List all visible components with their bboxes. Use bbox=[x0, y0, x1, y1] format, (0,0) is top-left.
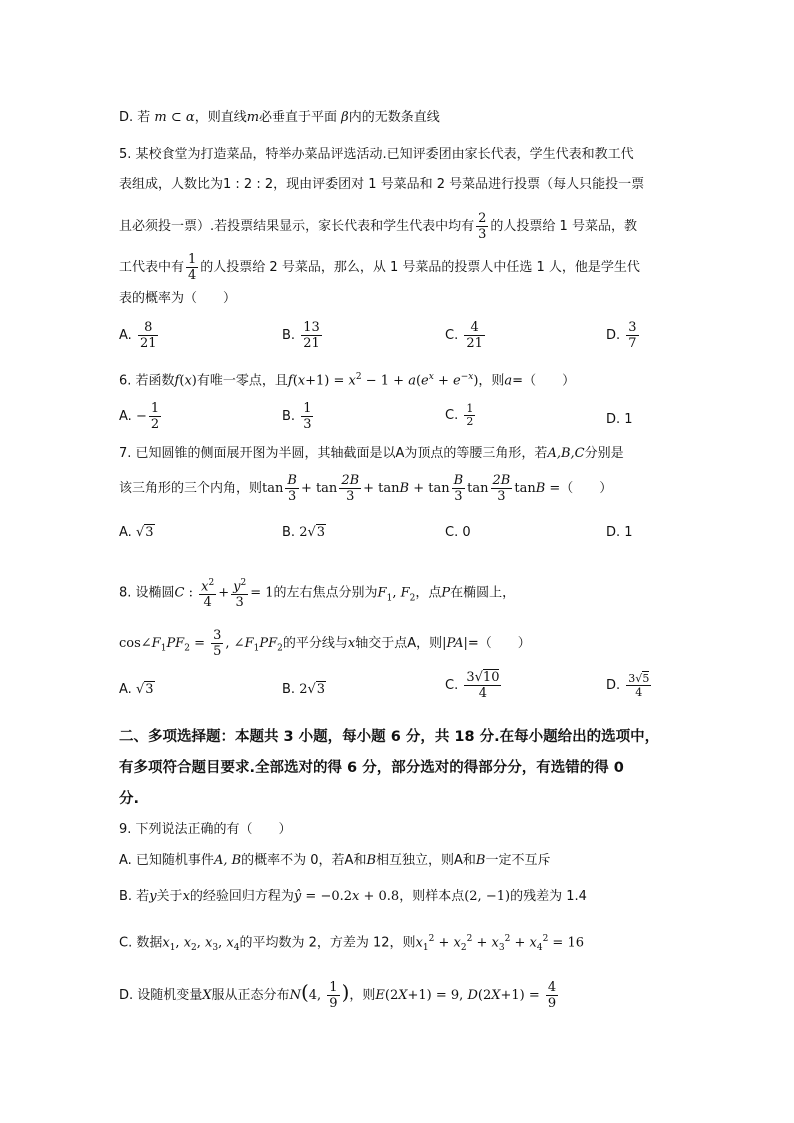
q7-option-c: C. 0 bbox=[445, 525, 471, 540]
q8-option-d: D. $\frac{3√5}{4}$ bbox=[606, 672, 650, 699]
q8-option-b: B. 2√3 bbox=[282, 682, 326, 697]
q4d-tail: 必垂直于平面 bbox=[259, 110, 338, 125]
q5-line4 bbox=[119, 252, 640, 283]
fraction-1-3: $\frac{1}{3}$ bbox=[303, 401, 312, 432]
q6-stem: 6. 若函数f(x)有唯一零点，且$f(x+1) = x^2 - 1 + a(e^x + e^{-x})$，则a=（ ） bbox=[119, 372, 576, 389]
q8-line2c: =（ ） bbox=[467, 636, 531, 651]
math-m: m bbox=[246, 110, 260, 125]
q9-option-d: D. 设随机变量X服从正态分布N(4, $\frac{1}{9}$ )，则E(2X+1) = 9, D(2X+1) = $\frac{4}{9}$ bbox=[119, 980, 557, 1011]
math-beta: β bbox=[337, 110, 349, 125]
q7-line2a: 该三角形的三个内角，则 bbox=[119, 481, 263, 496]
math-fx: f bbox=[174, 373, 180, 389]
q5-line5: 表的概率为（ ） bbox=[119, 291, 237, 306]
q7-line1 bbox=[119, 444, 624, 464]
q5-line3 bbox=[119, 211, 637, 242]
option-label: C. bbox=[445, 408, 459, 423]
q7-option-a: A. √3 bbox=[119, 525, 154, 540]
option-label: A. bbox=[119, 328, 132, 343]
section2-line3: 分. bbox=[119, 791, 140, 807]
option-label: A. bbox=[119, 409, 132, 424]
fraction-1-4: $\frac{1}{4}$ bbox=[188, 252, 197, 283]
fraction-1-2: $\frac{1}{2}$ bbox=[150, 401, 160, 432]
q9a-1: A. 已知随机事件 bbox=[119, 853, 214, 868]
option-fraction bbox=[626, 320, 638, 351]
section2-line1: 二、多项选择题：本题共 3 小题，每小题 6 分，共 18 分.在每小题给出的选项中， bbox=[119, 729, 660, 745]
q5-line3a: 且必须投一票）.若投票结果显示，家长代表和学生代表中均有 bbox=[119, 219, 475, 234]
q7-line1b: 分别是 bbox=[584, 446, 624, 461]
q5-option-b bbox=[282, 320, 324, 351]
q8-line1: 8. 设椭圆C : $\frac{x^2}{4}$ + $\frac{y^2}{3}$ = 1的左右焦点分别为$F_1$, $F_2$，点P在椭圆上， bbox=[119, 578, 516, 611]
q9a-3: 相互独立，则A和 bbox=[376, 853, 476, 868]
q6-stem-c: ，则 bbox=[478, 373, 505, 389]
q8-line1c: ，点 bbox=[415, 585, 442, 601]
option-label: C. bbox=[445, 678, 459, 693]
q8-option-a: A. √3 bbox=[119, 682, 154, 697]
option-label: A. bbox=[119, 525, 132, 540]
q9b-2: 关于 bbox=[156, 889, 183, 904]
q7-line2: 该三角形的三个内角，则tan $\frac{B}{3}$ + tan $\frac{2B}{3}$ + tanB + tan $\frac{B}{3}$ tan $\frac{2B}{3}$ tanB =（ ） bbox=[119, 473, 613, 504]
q9d-1: D. 设随机变量 bbox=[119, 988, 203, 1003]
q6-option-d: D. 1 bbox=[606, 412, 633, 427]
q6-option-b bbox=[282, 401, 315, 432]
q9-option-a: A. 已知随机事件A, B的概率不为 0，若A和B相互独立，则A和B一定不互斥 bbox=[119, 853, 551, 868]
q9d-2: 服从正态分布 bbox=[211, 988, 290, 1003]
option-label: B. bbox=[282, 328, 296, 343]
option-fraction bbox=[464, 320, 485, 351]
q5-line1: 5. 某校食堂为打造菜品，特举办菜品评选活动.已知评委团由家长代表，学生代表和教工代 bbox=[119, 147, 634, 162]
option-label: C. bbox=[445, 328, 459, 343]
q4d-label: D. 若 bbox=[119, 110, 151, 125]
q9-option-b: B. 若y关于x的经验回归方程为ŷ = −0.2x + 0.8，则样本点(2, −1)的残差为 1.4 bbox=[119, 889, 587, 904]
option-label: D. bbox=[606, 328, 621, 343]
q9a-2: 的概率不为 0，若A和 bbox=[241, 853, 367, 868]
frac-den: 7 bbox=[628, 336, 637, 351]
fraction-1-2-small: $\frac{1}{2}$ bbox=[466, 402, 474, 428]
math-a: a bbox=[504, 373, 513, 389]
q7-line1-text: 7. 已知圆锥的侧面展开图为半圆，其轴截面是以A为顶点的等腰三角形，若 bbox=[119, 446, 548, 461]
frac-num: 3 bbox=[628, 320, 637, 335]
math-equation: f bbox=[287, 373, 293, 389]
q5-line4a: 工代表中有 bbox=[119, 260, 185, 275]
q9b-1: B. 若 bbox=[119, 889, 150, 904]
q4d-end: 内的无数条直线 bbox=[348, 110, 440, 125]
q6-stem-a: 6. 若函数 bbox=[119, 373, 175, 389]
frac-num: 13 bbox=[303, 320, 320, 335]
q9-stem: 9. 下列说法正确的有（ ） bbox=[119, 822, 292, 837]
frac-num: 8 bbox=[138, 320, 159, 336]
math-abc: A,B,C bbox=[547, 446, 585, 461]
frac-den: 21 bbox=[303, 336, 320, 351]
q9a-4: 一定不互斥 bbox=[485, 853, 551, 868]
option-fraction bbox=[138, 320, 159, 351]
q5-line3b: 的人投票给 1 号菜品，教 bbox=[490, 219, 637, 234]
q9-option-c: C. 数据$x_1$, $x_2$, $x_3$, $x_4$的平均数为 2，方差为 12，则$x_1^2 + x_2^2 + x_3^2 + x_4^2 = 16$ bbox=[119, 934, 584, 953]
q6-stem-b: 有唯一零点，且 bbox=[196, 373, 288, 389]
q9b-3: 的经验回归方程为 bbox=[189, 889, 294, 904]
q9c-1: C. 数据 bbox=[119, 935, 163, 951]
q5-option-c bbox=[445, 320, 487, 351]
q6-option-c bbox=[445, 403, 477, 428]
option-label: A. bbox=[119, 682, 132, 697]
option-label: B. bbox=[282, 525, 296, 540]
option-label: B. bbox=[282, 682, 296, 697]
q8-line2a: 的平分线与 bbox=[282, 636, 348, 651]
q8-line2: $\cos\angle F_1PF_2$ = $\frac{3}{5}$ , $\angle F_1PF_2$的平分线与x轴交于点A，则|PA|=（ ） bbox=[119, 628, 531, 659]
math-m-subset-alpha: m ⊂ α bbox=[154, 110, 195, 125]
q6-stem-d: =（ ） bbox=[512, 373, 576, 389]
section2-line2: 有多项符合题目要求.全部选对的得 6 分，部分选对的得部分分，有选错的得 0 bbox=[119, 760, 624, 776]
q5-line2: 表组成，人数比为1 : 2 : 2，现由评委团对 1 号菜品和 2 号菜品进行投票（每人只能投一票 bbox=[119, 177, 645, 192]
option-fraction bbox=[301, 320, 322, 351]
frac-den: 21 bbox=[139, 336, 157, 351]
option-label: D. bbox=[606, 678, 621, 693]
q9b-4: ，则样本点 bbox=[399, 889, 465, 904]
q4-option-d bbox=[119, 108, 440, 128]
fraction-2-3: $\frac{2}{3}$ bbox=[478, 211, 487, 242]
q8-option-c: C. $\frac{3√10}{4}$ bbox=[445, 670, 500, 701]
q8-line1d: 在椭圆上， bbox=[450, 585, 516, 601]
option-label: B. bbox=[282, 409, 296, 424]
q9c-2: 的平均数为 2，方差为 12，则 bbox=[239, 935, 416, 951]
frac-num: 4 bbox=[464, 320, 485, 336]
q8-line2b: 轴交于点A，则 bbox=[355, 636, 443, 651]
frac-den: 21 bbox=[466, 336, 483, 351]
q5-option-d bbox=[606, 320, 641, 351]
q6-option-a: A. − $\frac{1}{2}$ bbox=[119, 401, 160, 432]
q8-line1a: 8. 设椭圆 bbox=[119, 585, 175, 601]
q7-option-d: D. 1 bbox=[606, 525, 633, 540]
q9b-5: 的残差为 1.4 bbox=[510, 889, 587, 904]
q8-line1b: 的左右焦点分别为 bbox=[273, 585, 378, 601]
q7-option-b: B. 2√3 bbox=[282, 525, 326, 540]
q9d-3: ，则 bbox=[349, 988, 376, 1003]
q4d-mid: ，则直线 bbox=[194, 110, 247, 125]
q5-option-a bbox=[119, 320, 160, 351]
q5-line4b: 的人投票给 2 号菜品，那么，从 1 号菜品的投票人中任选 1 人，他是学生代 bbox=[200, 260, 640, 275]
